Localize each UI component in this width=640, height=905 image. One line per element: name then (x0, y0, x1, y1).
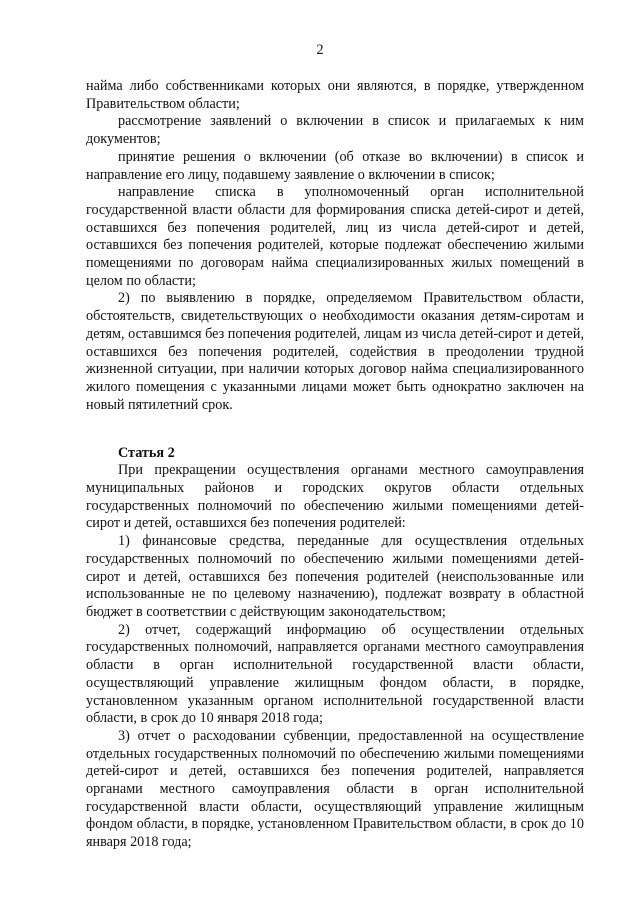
paragraph-item-2: 2) по выявлению в порядке, определяемом Правительством области, обстоятельств, свидетельствующих о необходимости оказания детям-сиротам и детям, оставшимся без попечения родителей, лицам из числа детей-сирот и детей, оставшихся без попечения родителей, содействия в преодолении трудной жизненной ситуации, при наличии которых договор найма специализированного жилого помещения с указанными лицами может быть однократно заключен на новый пятилетний срок. (86, 290, 584, 413)
page-number: 2 (316, 42, 324, 58)
article-intro: При прекращении осуществления органами местного самоуправления муниципальных районов и городских округов области отдельных государственных полномочий по обеспечению жилыми помещениями детей-сирот и детей, оставшихся без попечения родителей: (86, 462, 584, 532)
article-item-1: 1) финансовые средства, переданные для осуществления отдельных государственных полномочий по обеспечению жилыми помещениями детей-сирот и детей, оставшихся без попечения родителей (неиспользованные или использованные не по целевому назначению), подлежат возврату в областной бюджет в соответствии с действующим законодательством; (86, 533, 584, 620)
paragraph-decision: принятие решения о включении (об отказе во включении) в список и направление его лицу, подавшему заявление о включении в список; (86, 148, 584, 183)
paragraph-review-applications: рассмотрение заявлений о включении в список и прилагаемых к ним документов; (86, 113, 584, 148)
article-item-2: 2) отчет, содержащий информацию об осуществлении отдельных государственных полномочий, направляется органами местного самоуправления области в орган исполнительной государственной власти области, осуществляющий управление жилищным фондом области, в порядке, установленном указанным органом исполнительной государственной власти области, в срок до 10 января 2018 года; (86, 621, 584, 727)
article-item-3: 3) отчет о расходовании субвенции, предоставленной на осуществление отдельных государственных полномочий по обеспечению жилыми помещениями детей-сирот и детей, оставшихся без попечения родителей, направляется органами местного самоуправления области в орган исполнительной государственной власти области, осуществляющий управление жилищным фондом области, в порядке, установленном Правительством области, в срок до 10 января 2018 года; (86, 727, 584, 851)
article-heading: Статья 2 (118, 445, 175, 462)
paragraph-list-direction: направление списка в уполномоченный орган исполнительной государственной власти области для формирования списка детей-сирот и детей, оставшихся без попечения родителей, лиц из числа детей-сирот и детей, оставшихся без попечения родителей, которые подлежат обеспечению жилыми помещениями по договорам найма специализированных жилых помещений в целом по области; (86, 184, 584, 289)
paragraph-continuation: найма либо собственниками которых они являются, в порядке, утвержденном Правительством области; (86, 78, 584, 112)
document-body (86, 78, 584, 852)
